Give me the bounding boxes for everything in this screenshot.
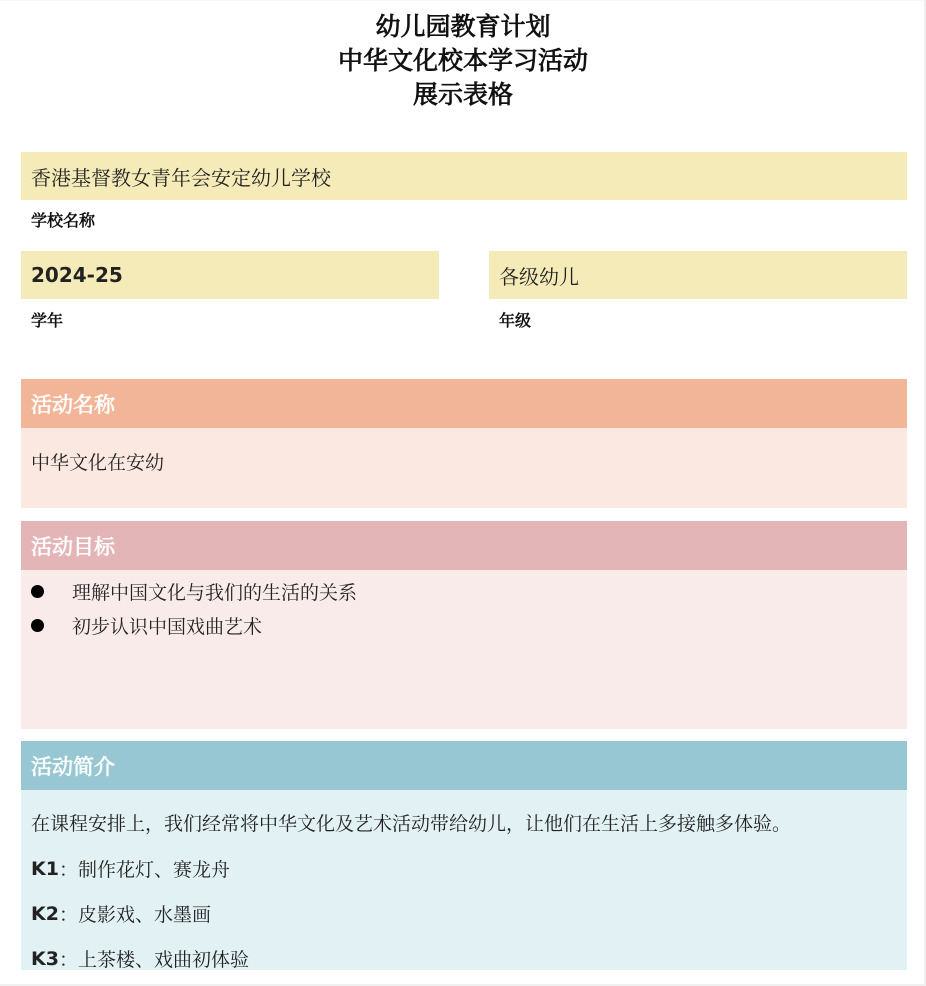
level-code: K3 (31, 947, 59, 970)
level-code: K2 (31, 902, 59, 925)
level-separator: ： (58, 904, 78, 926)
level-code: K1 (31, 857, 59, 880)
school-year-value: 2024-25 (31, 263, 123, 287)
level-text: 上茶楼、戏曲初体验 (77, 949, 249, 971)
title-line-3: 展示表格 (412, 80, 513, 109)
grade-value: 各级幼儿 (499, 264, 579, 289)
grade-field[interactable] (489, 251, 907, 299)
level-separator: ： (58, 949, 78, 971)
level-separator: ： (58, 859, 78, 881)
activity-name-header (21, 379, 907, 428)
level-text: 制作花灯、赛龙舟 (77, 859, 230, 881)
level-row-k1 (31, 846, 907, 891)
title-line-1: 幼儿园教育计划 (375, 12, 551, 41)
activity-goals-header-label: 活动目标 (31, 534, 115, 559)
document-title (0, 10, 926, 112)
school-name-value: 香港基督教女青年会安定幼儿学校 (31, 165, 331, 190)
activity-intro-body[interactable] (21, 790, 907, 970)
level-text: 皮影戏、水墨画 (77, 904, 211, 926)
goal-item (31, 608, 907, 642)
activity-intro-header (21, 741, 907, 790)
level-row-k3 (31, 936, 907, 981)
activity-goals-body[interactable] (21, 570, 907, 729)
activity-goals-header (21, 521, 907, 570)
activity-name-body[interactable] (21, 428, 907, 508)
school-year-field[interactable] (21, 251, 439, 299)
school-name-caption: 学校名称 (31, 211, 96, 230)
goal-item-text: 初步认识中国戏曲艺术 (72, 615, 263, 638)
level-row-k2 (31, 891, 907, 936)
activity-name-header-label: 活动名称 (31, 392, 115, 417)
title-line-2: 中华文化校本学习活动 (337, 46, 588, 75)
school-year-caption: 学年 (31, 311, 64, 330)
goal-item-text: 理解中国文化与我们的生活的关系 (72, 581, 358, 604)
intro-paragraph: 在课程安排上，我们经常将中华文化及艺术活动带给幼儿，让他们在生活上多接触多体验。 (31, 812, 792, 835)
goal-item (31, 574, 907, 608)
grade-caption: 年级 (499, 311, 532, 330)
bullet-icon (31, 619, 44, 632)
bullet-icon (31, 585, 44, 598)
activity-name-value: 中华文化在安幼 (31, 452, 165, 474)
activity-intro-header-label: 活动简介 (31, 754, 115, 779)
school-name-field[interactable] (21, 152, 907, 200)
